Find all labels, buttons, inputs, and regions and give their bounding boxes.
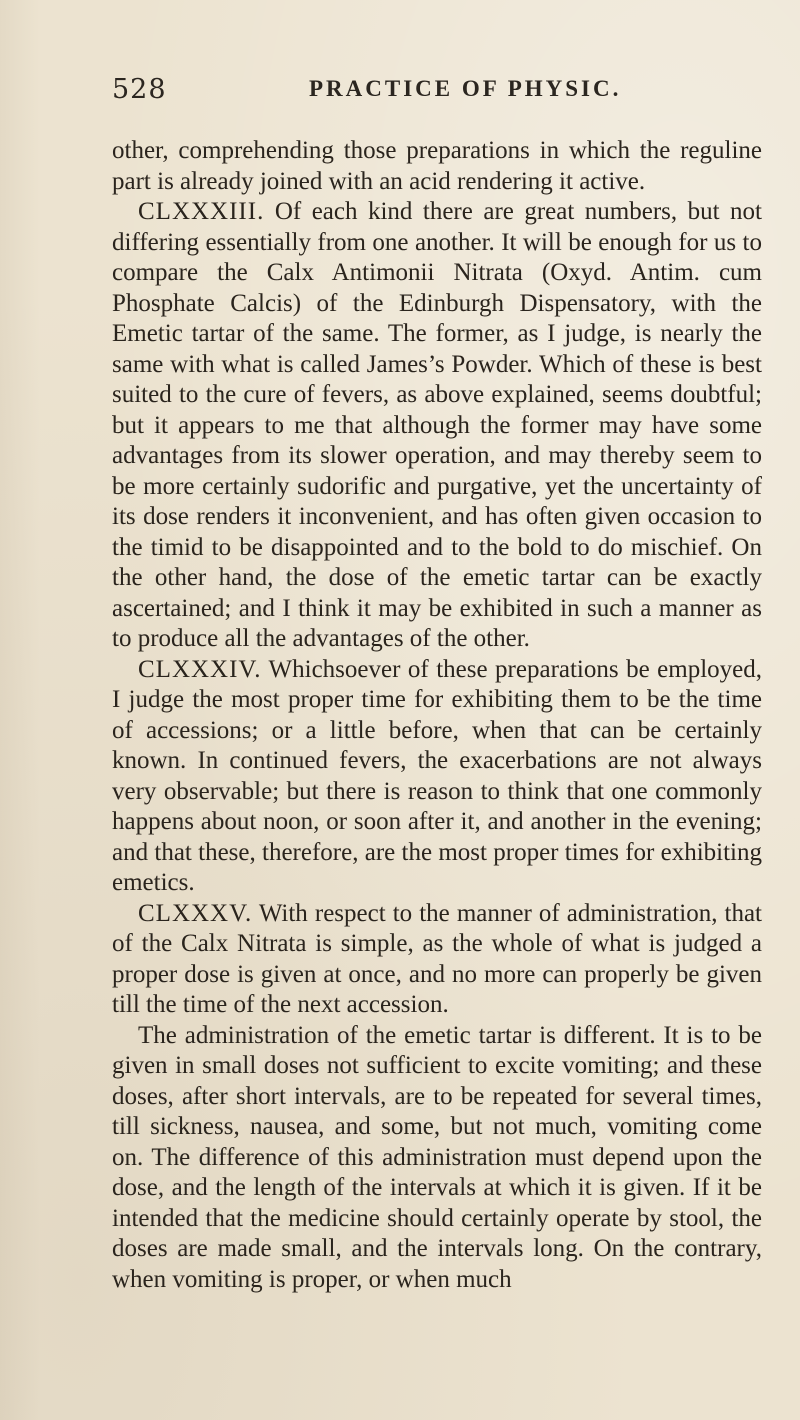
paragraph-184 — [112, 655, 762, 899]
paragraph-text: Whichsoever of these preparations be employed, I judge the most proper time for exhibiting them to be the time of accessions; or a little before, when that can be certainly known. In continued fevers, the exacerbations are not always very observable; but there is reason to think that one commonly happens about noon, or soon after it, and another in the evening; and that these, therefore, are the most proper times for exhibiting emetics. — [112, 655, 762, 896]
paragraph-185 — [112, 899, 762, 1021]
paragraph-administration — [112, 1021, 762, 1296]
paragraph-text: Of each kind there are great numbers, but not differing essentially from one another. It will be enough for us to compare the Calx Antimonii Nitrata (Oxyd. Antim. cum Phosphate Calcis) of the Edinburgh Dispensatory, with the Emetic tartar of the same. The former, as I judge, is nearly the same with what is called James’s Powder. Which of these is best suited to the cure of fevers, as above explained, seems doubtful; but it appears to me that although the former may have some advantages from its slower operation, and may thereby seem to be more certainly sudorific and purgative, yet the uncertainty of its dose renders it inconvenient, and has often given occasion to the timid to be disappointed and to the bold to do mischief. On the other hand, the dose of the emetic tartar can be exactly ascertained; and I think it may be exhibited in such a manner as to produce all the advantages of the other. — [112, 198, 762, 652]
section-numeral: CLXXXIII. — [138, 198, 265, 225]
paragraph-continuation — [112, 136, 762, 197]
paragraph-183 — [112, 197, 762, 655]
paragraph-text: other, comprehending those preparations in which the reguline part is already joined with an acid rendering it active. — [112, 137, 762, 195]
page-number: 528 — [112, 74, 167, 105]
book-page — [112, 0, 762, 1295]
running-head — [112, 66, 762, 106]
body-text — [112, 136, 762, 1295]
running-title: PRACTICE OF PHYSIC. — [309, 76, 622, 101]
section-numeral: CLXXXV. — [138, 899, 253, 927]
paragraph-text: With respect to the manner of administration, that of the Calx Nitrata is simple, as the whole of what is judged a proper dose is given at once, and no more can properly be given till the time of the next accession. — [112, 899, 762, 1018]
section-numeral: CLXXXIV. — [138, 655, 262, 683]
paragraph-text: The administration of the emetic tartar is different. It is to be given in small doses not sufficient to excite vomiting; and these doses, after short intervals, are to be repeated for several times, till sickness, nausea, and some, but not much, vomiting come on. The difference of this administration must depend upon the dose, and the length of the intervals at which it is given. If it be intended that the medicine should certainly operate by stool, the doses are made small, and the intervals long. On the contrary, when vomiting is proper, or when much — [112, 1021, 762, 1293]
